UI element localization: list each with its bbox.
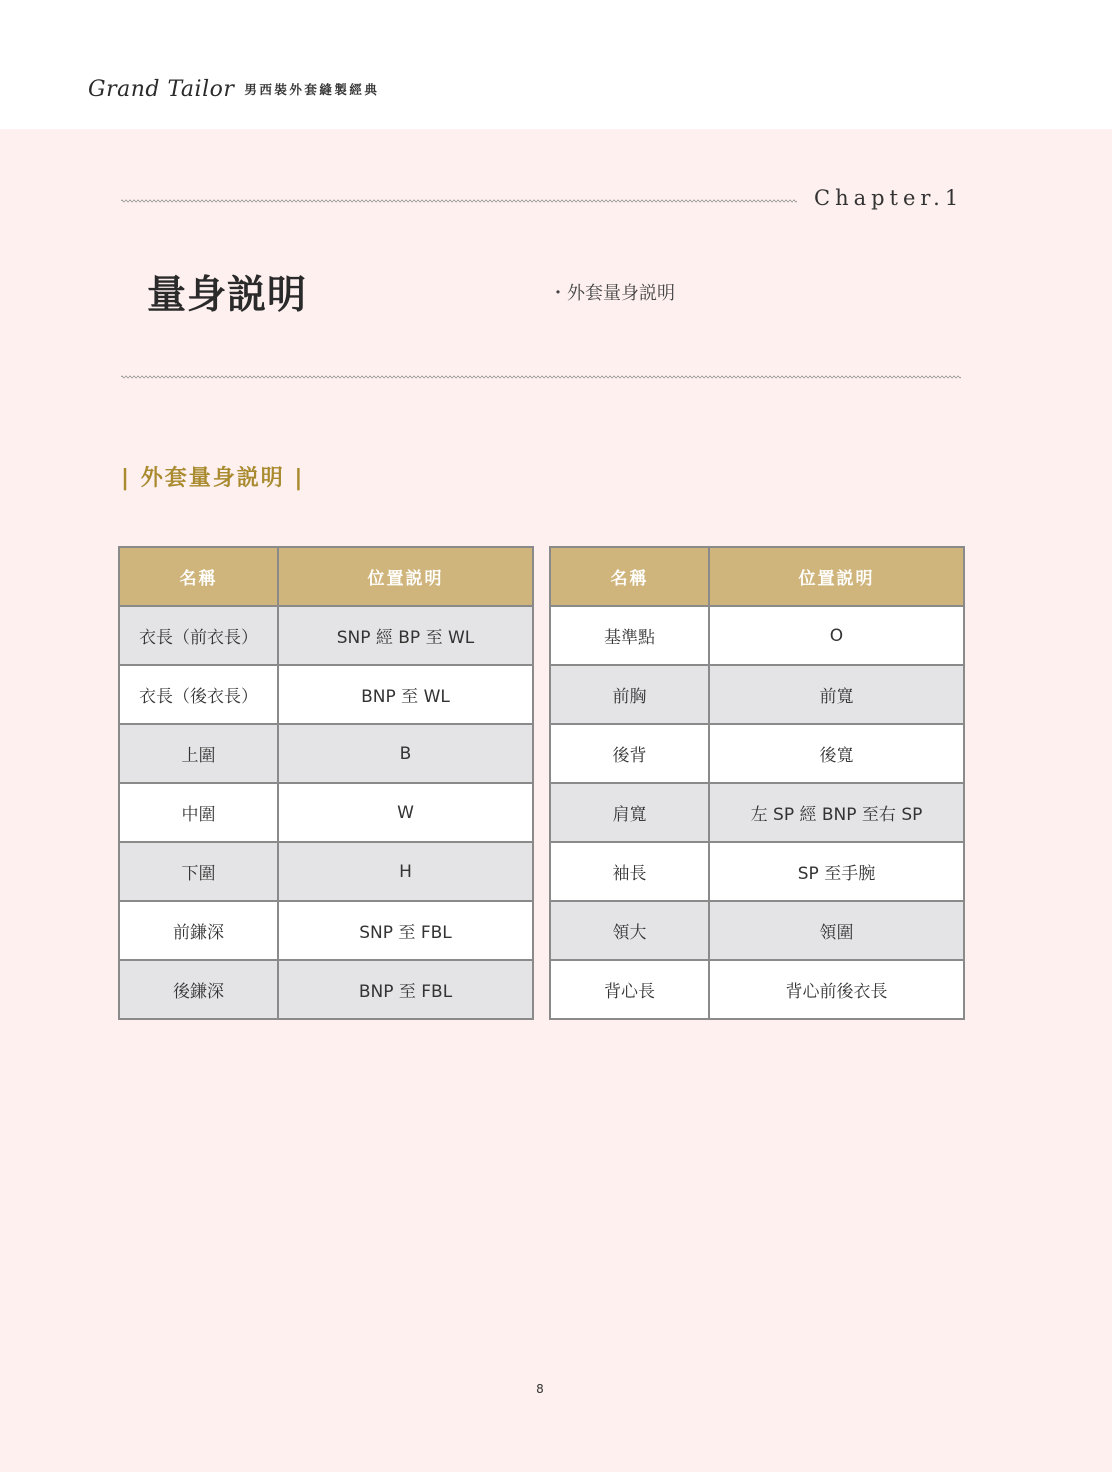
row-name: 下圍 [119, 842, 278, 901]
table-row [550, 724, 964, 783]
row-name: 前鎌深 [119, 901, 278, 960]
chapter-label: Chapter.1 [814, 186, 964, 210]
brand-script: Grand Tailor [88, 76, 235, 102]
row-position: W [278, 783, 533, 842]
brand-logo [88, 74, 379, 104]
table-row [119, 724, 533, 783]
measurement-table-right [549, 546, 965, 1020]
row-position: BNP 至 WL [278, 665, 533, 724]
row-name: 衣長（後衣長） [119, 665, 278, 724]
row-position: SNP 至 FBL [278, 901, 533, 960]
row-position: 後寬 [709, 724, 964, 783]
table-row [550, 606, 964, 665]
table-header-position: 位置説明 [709, 547, 964, 606]
row-name: 後背 [550, 724, 709, 783]
row-name: 袖長 [550, 842, 709, 901]
table-row [119, 842, 533, 901]
row-name: 背心長 [550, 960, 709, 1019]
row-name: 前胸 [550, 665, 709, 724]
top-divider [121, 198, 797, 204]
row-name: 肩寬 [550, 783, 709, 842]
page-header [0, 0, 1112, 129]
row-name: 衣長（前衣長） [119, 606, 278, 665]
row-position: 背心前後衣長 [709, 960, 964, 1019]
row-name: 基準點 [550, 606, 709, 665]
table-header-position: 位置説明 [278, 547, 533, 606]
row-position: O [709, 606, 964, 665]
row-position: H [278, 842, 533, 901]
brand-subtitle: 男西裝外套縫製經典 [244, 82, 380, 97]
row-position: BNP 至 FBL [278, 960, 533, 1019]
page-number: 8 [536, 1382, 544, 1396]
row-position: 領圍 [709, 901, 964, 960]
table-header-name: 名稱 [119, 547, 278, 606]
table-row [119, 606, 533, 665]
row-position: 左 SP 經 BNP 至右 SP [709, 783, 964, 842]
row-position: SNP 經 BP 至 WL [278, 606, 533, 665]
table-row [119, 960, 533, 1019]
table-row [119, 783, 533, 842]
table-row [550, 665, 964, 724]
table-header-name: 名稱 [550, 547, 709, 606]
row-name: 後鎌深 [119, 960, 278, 1019]
page-subtitle: ・外套量身説明 [549, 283, 675, 304]
table-row [119, 901, 533, 960]
row-position: 前寬 [709, 665, 964, 724]
row-position: B [278, 724, 533, 783]
table-row [550, 901, 964, 960]
table-row [550, 842, 964, 901]
row-name: 中圍 [119, 783, 278, 842]
row-name: 上圍 [119, 724, 278, 783]
bottom-divider [121, 374, 961, 380]
row-name: 領大 [550, 901, 709, 960]
table-row [550, 960, 964, 1019]
page-title: 量身説明 [147, 273, 308, 318]
table-row [550, 783, 964, 842]
section-heading: | 外套量身説明 | [121, 466, 305, 491]
measurement-table-left [118, 546, 534, 1020]
row-position: SP 至手腕 [709, 842, 964, 901]
table-row [119, 665, 533, 724]
